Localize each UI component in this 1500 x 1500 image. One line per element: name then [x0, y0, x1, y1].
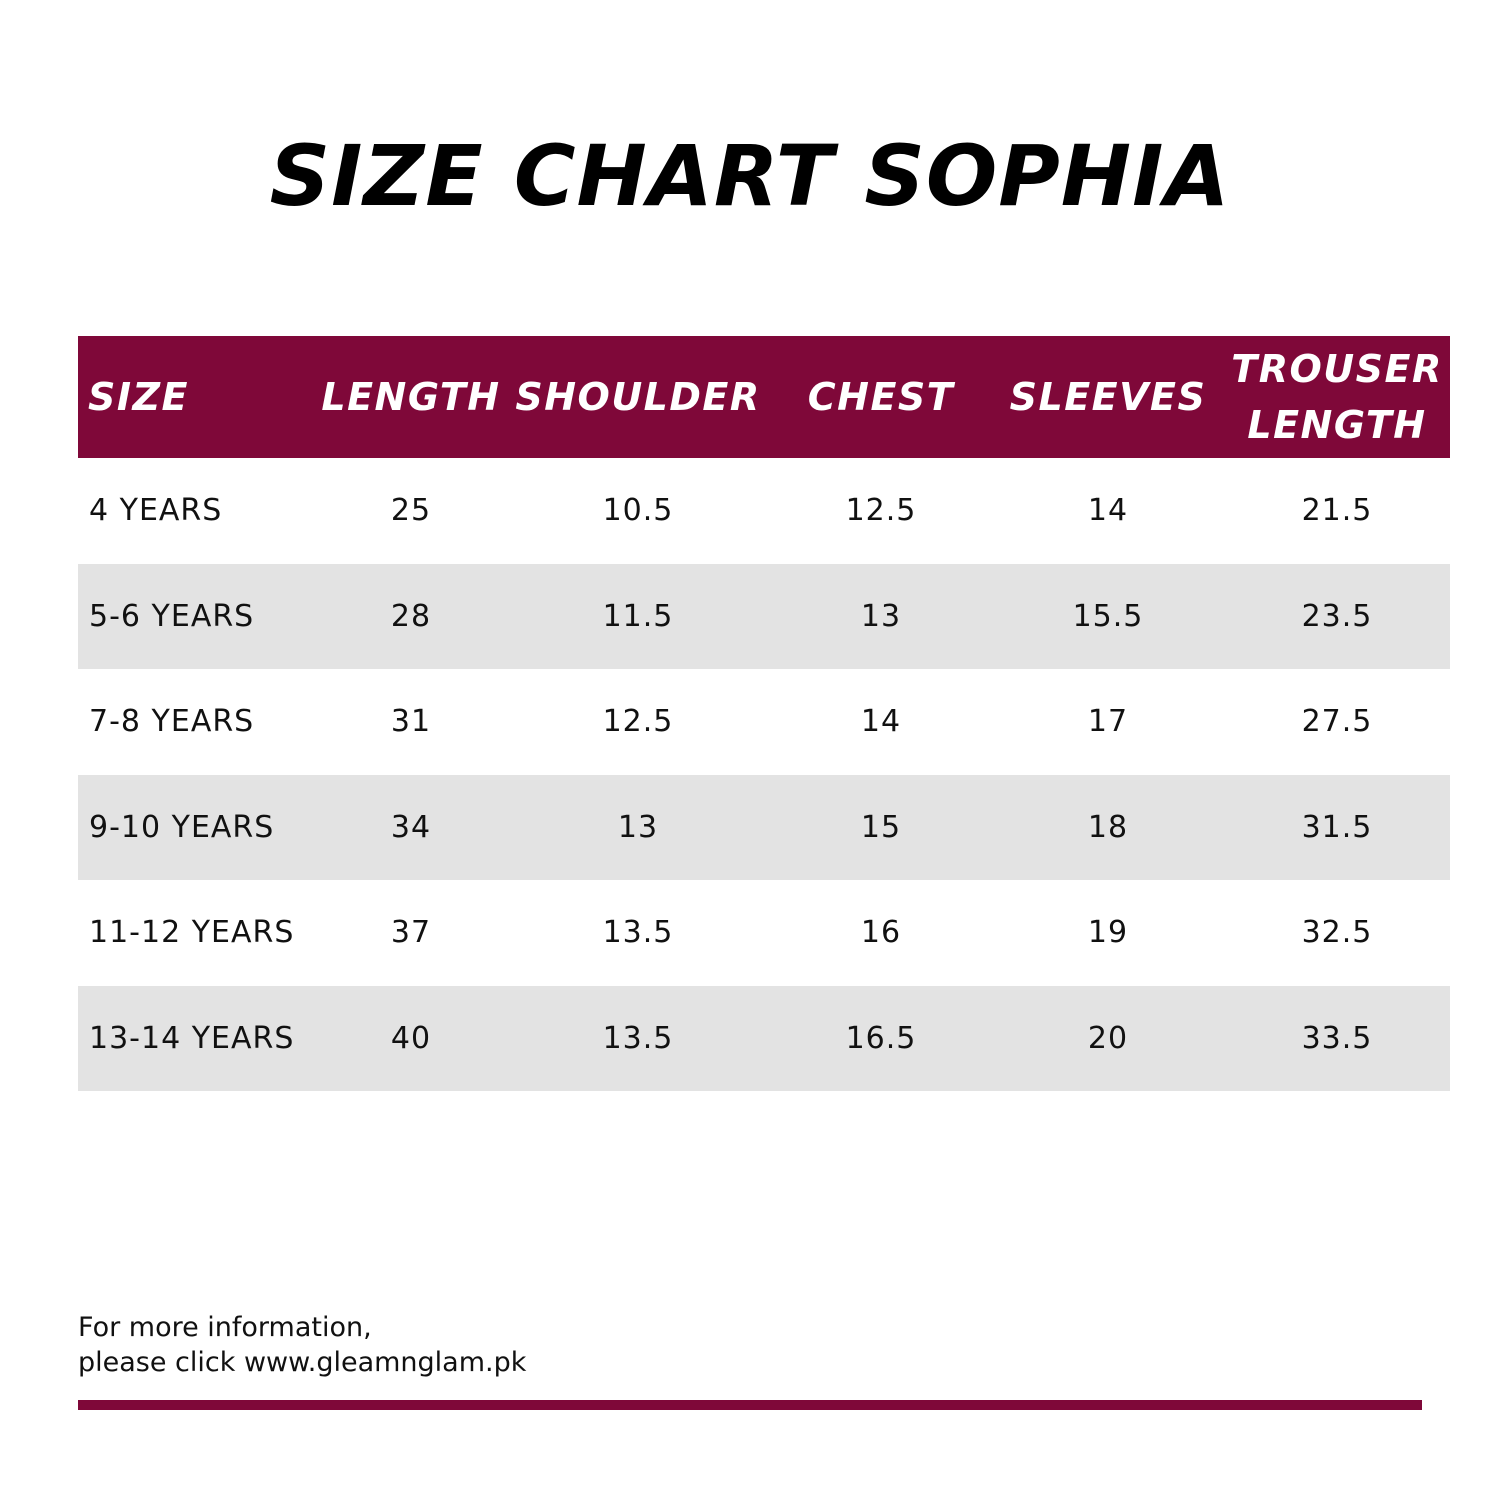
cell-sleeves: 19	[1087, 915, 1129, 951]
size-table	[78, 336, 1450, 1091]
cell-length: 34	[390, 809, 432, 845]
cell-length: 40	[390, 1020, 432, 1056]
header-length	[316, 369, 506, 425]
cell-shoulder: 13.5	[602, 1020, 674, 1056]
cell-sleeves: 20	[1087, 1020, 1129, 1056]
cell-size: 7-8 YEARS	[89, 704, 255, 740]
cell-shoulder: 13.5	[602, 915, 674, 951]
cell-sleeves: 18	[1087, 809, 1129, 845]
footer-line-info: For more information,	[78, 1312, 372, 1343]
header-chest	[770, 369, 992, 425]
table-row	[78, 458, 1450, 564]
cell-chest: 14	[860, 704, 902, 740]
cell-chest: 12.5	[845, 493, 917, 529]
cell-shoulder: 11.5	[602, 598, 674, 634]
cell-size: 5-6 YEARS	[89, 598, 255, 634]
cell-length: 37	[390, 915, 432, 951]
header-chest-label: CHEST	[807, 375, 955, 419]
header-sleeves	[992, 369, 1224, 425]
footer-line-link: please click www.gleamnglam.pk	[78, 1347, 527, 1378]
cell-chest: 13	[860, 598, 902, 634]
cell-size: 4 YEARS	[89, 493, 223, 529]
table-row	[78, 880, 1450, 986]
header-shoulder	[506, 369, 770, 425]
cell-length: 28	[390, 598, 432, 634]
cell-trouser-length: 23.5	[1301, 598, 1373, 634]
header-sleeves-label: SLEEVES	[1009, 375, 1207, 419]
cell-sleeves: 14	[1087, 493, 1129, 529]
table-row	[78, 775, 1450, 881]
cell-sleeves: 15.5	[1072, 598, 1144, 634]
header-length-label: LENGTH	[321, 375, 501, 419]
table-row	[78, 986, 1450, 1092]
cell-chest: 16.5	[845, 1020, 917, 1056]
cell-sleeves: 17	[1087, 704, 1129, 740]
cell-shoulder: 13	[617, 809, 659, 845]
cell-trouser-length: 33.5	[1301, 1020, 1373, 1056]
cell-chest: 15	[860, 809, 902, 845]
header-shoulder-label: SHOULDER	[515, 375, 761, 419]
cell-length: 31	[390, 704, 432, 740]
page-title: SIZE CHART SOPHIA	[269, 127, 1231, 225]
cell-size: 9-10 YEARS	[89, 809, 275, 845]
table-header-row	[78, 336, 1450, 458]
cell-shoulder: 12.5	[602, 704, 674, 740]
header-size-label: SIZE	[88, 375, 190, 419]
cell-trouser-length: 32.5	[1301, 915, 1373, 951]
cell-size: 11-12 YEARS	[89, 915, 295, 951]
cell-size: 13-14 YEARS	[89, 1020, 295, 1056]
cell-shoulder: 10.5	[602, 493, 674, 529]
bottom-divider	[78, 1400, 1422, 1410]
header-trouser-label-line2: LENGTH	[1247, 403, 1427, 447]
header-size	[78, 369, 316, 425]
header-trouser-label-line1: TROUSER	[1231, 347, 1443, 391]
header-trouser-length	[1224, 341, 1450, 453]
table-row	[78, 564, 1450, 670]
cell-trouser-length: 31.5	[1301, 809, 1373, 845]
cell-chest: 16	[860, 915, 902, 951]
cell-trouser-length: 27.5	[1301, 704, 1373, 740]
cell-length: 25	[390, 493, 432, 529]
footer-info	[78, 1310, 526, 1380]
table-row	[78, 669, 1450, 775]
cell-trouser-length: 21.5	[1301, 493, 1373, 529]
